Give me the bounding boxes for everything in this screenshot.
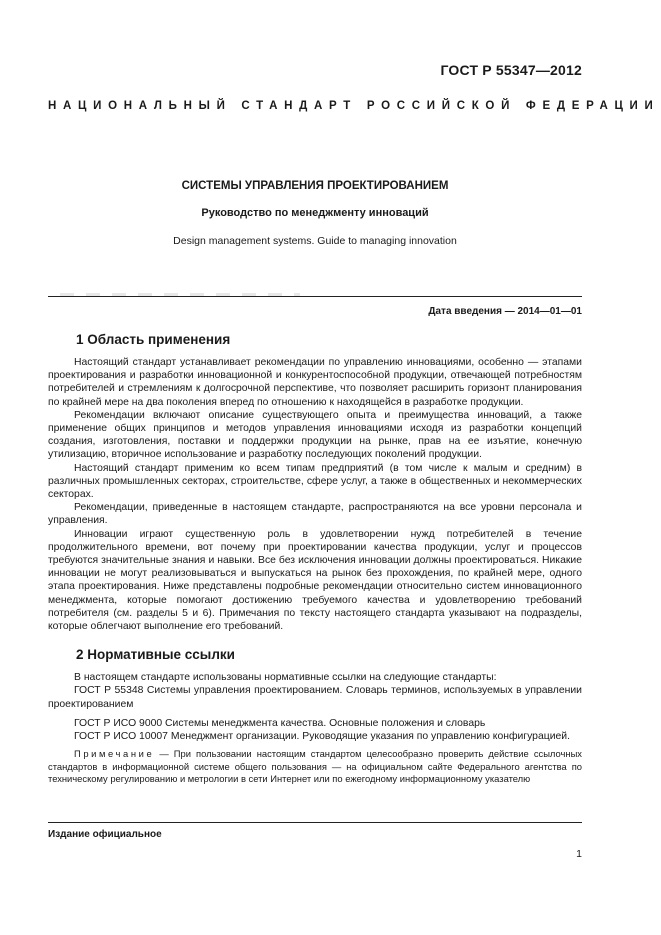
- english-title: Design management systems. Guide to managing innovation: [173, 235, 457, 247]
- note-paragraph: [48, 748, 582, 785]
- references-intro: В настоящем стандарте использованы нормативные ссылки на следующие стандарты:: [74, 672, 497, 684]
- document-code: ГОСТ Р 55347—2012: [440, 62, 582, 78]
- section-heading-scope: 1 Область применения: [76, 332, 231, 347]
- reference-item: ГОСТ Р ИСО 9000 Системы менеджмента качества. Основные положения и словарь: [74, 717, 486, 729]
- scope-paragraph: Инновации играют существенную роль в удовлетворении нужд потребителей в течение продолжительного времени, вот почему при проектировании качества продукции, услуг и процессов требуются значительные знания и навыки. Все без исключения инновации должны проектироваться. Никакие инновации не могут реализовываться и выпускаться на рынок без прохождения, по крайней мере, одного этапа проектирования. Ниже представлены подробные рекомендации относительно систем инновационного менеджмента, которые помогают достижению требуемого качества и удовлетворению требований потребителя (см. разделы 5 и 6). Примечания по тексту настоящего стандарта указывают на подразделы, которые облегчают выполнение его требований.: [48, 528, 582, 633]
- scope-paragraph: Рекомендации, приведенные в настоящем стандарте, распространяются на все уровни персонала и управления.: [48, 502, 582, 527]
- document-body: [48, 330, 582, 786]
- scope-paragraph: Настоящий стандарт устанавливает рекомендации по управлению инновациями, особенно — этапами проектирования и разработки инновационной и конкурентоспособной продукции, отвечающей потребностям потребителей и стремлениям к долгосрочной перспективе, что позволяет расширить горизонт планирования по крайней мере на два поколения вперед по отношению к находящейся в разработке продукции.: [48, 357, 582, 408]
- page-number: 1: [576, 848, 582, 860]
- note-text: — При пользовании настоящим стандартом целесообразно проверить действие ссылочных стандартов в информационной системе общего пользования — на официальном сайте Федерального агентства по техническому регулированию и метрологии в сети Интернет или по ежегодному информационному указателю: [48, 748, 582, 785]
- document-title: СИСТЕМЫ УПРАВЛЕНИЯ ПРОЕКТИРОВАНИЕМ: [181, 180, 449, 192]
- official-edition-label: Издание официальное: [48, 829, 162, 840]
- scope-paragraph: Настоящий стандарт применим ко всем типам предприятий (в том числе к малым и средним) в различных промышленных секторах, строительстве, сфере услуг, а также в общественных и некоммерческих секторах.: [48, 462, 582, 501]
- introduction-date: Дата введения — 2014—01—01: [428, 306, 582, 317]
- footer-divider: [48, 822, 582, 823]
- document-subtitle: Руководство по менеджменту инноваций: [201, 207, 429, 219]
- scope-paragraph: Рекомендации включают описание существующего опыта и преимущества инноваций, а также применение общих принципов и методов управления инновациями исходя из разработки концепций создания, изготовления, поставки и поддержки продукции на рынке, прав на ее изъятие, конечную утилизацию, вторичное использование и разработку последующих поколений продукции.: [48, 409, 582, 461]
- national-standard-banner: НАЦИОНАЛЬНЫЙ СТАНДАРТ РОССИЙСКОЙ ФЕДЕРАЦИИ: [48, 100, 660, 112]
- header-divider: [48, 296, 582, 297]
- section-heading-normative-references: 2 Нормативные ссылки: [76, 647, 235, 663]
- reference-item: ГОСТ Р 55348 Системы управления проектированием. Словарь терминов, используемых в управлении проектированием: [48, 685, 582, 710]
- reference-item: ГОСТ Р ИСО 10007 Менеджмент организации. Руководящие указания по управлению конфигурацией.: [74, 731, 570, 743]
- note-label: Примечание: [74, 748, 155, 760]
